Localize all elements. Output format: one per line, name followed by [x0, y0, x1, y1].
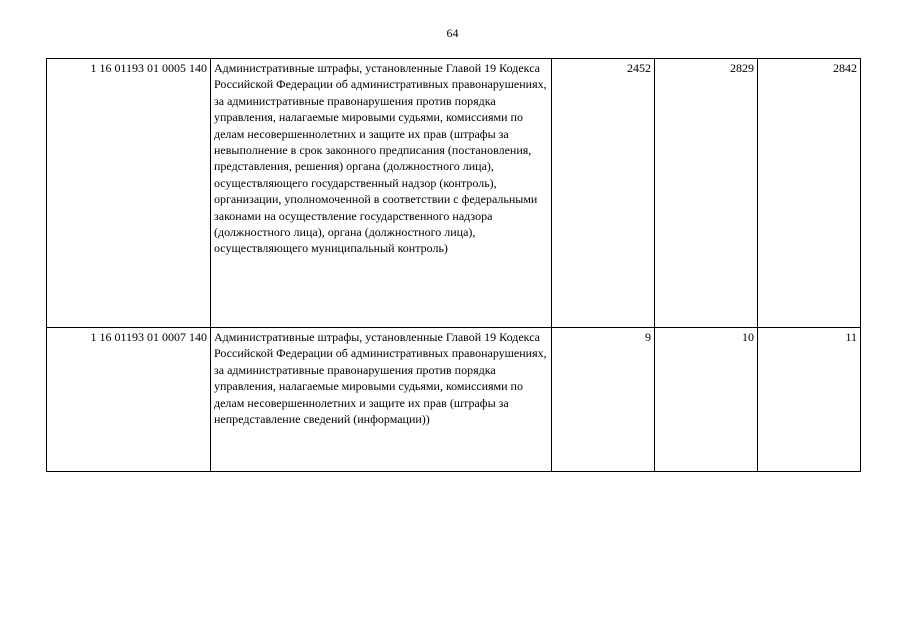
table-row [47, 59, 861, 328]
value-cell: 10 [655, 328, 758, 472]
budget-code-cell: 1 16 01193 01 0005 140 [47, 59, 211, 328]
budget-table [46, 58, 861, 472]
table-row [47, 328, 861, 472]
value-cell: 11 [758, 328, 861, 472]
page-number: 64 [446, 26, 459, 40]
value-cell: 9 [552, 328, 655, 472]
value-cell: 2829 [655, 59, 758, 328]
value-cell: 2452 [552, 59, 655, 328]
value-cell: 2842 [758, 59, 861, 328]
description-cell: Административные штрафы, установленные Главой 19 Кодекса Российской Федерации об административных правонарушениях, за административные правонарушения против порядка управления, налагаемые мировыми судьями, комиссиями по делам несовершеннолетних и защите их прав (штрафы за невыполнение в срок законного предписания (постановления, представления, решения) органа (должностного лица), осуществляющего государственный надзор (контроль), организации, уполномоченной в соответствии с федеральными законами на осуществление государственного надзора (должностного лица), органа (должностного лица), осуществляющего муниципальный контроль) [211, 59, 552, 328]
description-cell: Административные штрафы, установленные Главой 19 Кодекса Российской Федерации об административных правонарушениях, за административные правонарушения против порядка управления, налагаемые мировыми судьями, комиссиями по делам несовершеннолетних и защите их прав (штрафы за непредставление сведений (информации)) [211, 328, 552, 472]
budget-code-cell: 1 16 01193 01 0007 140 [47, 328, 211, 472]
